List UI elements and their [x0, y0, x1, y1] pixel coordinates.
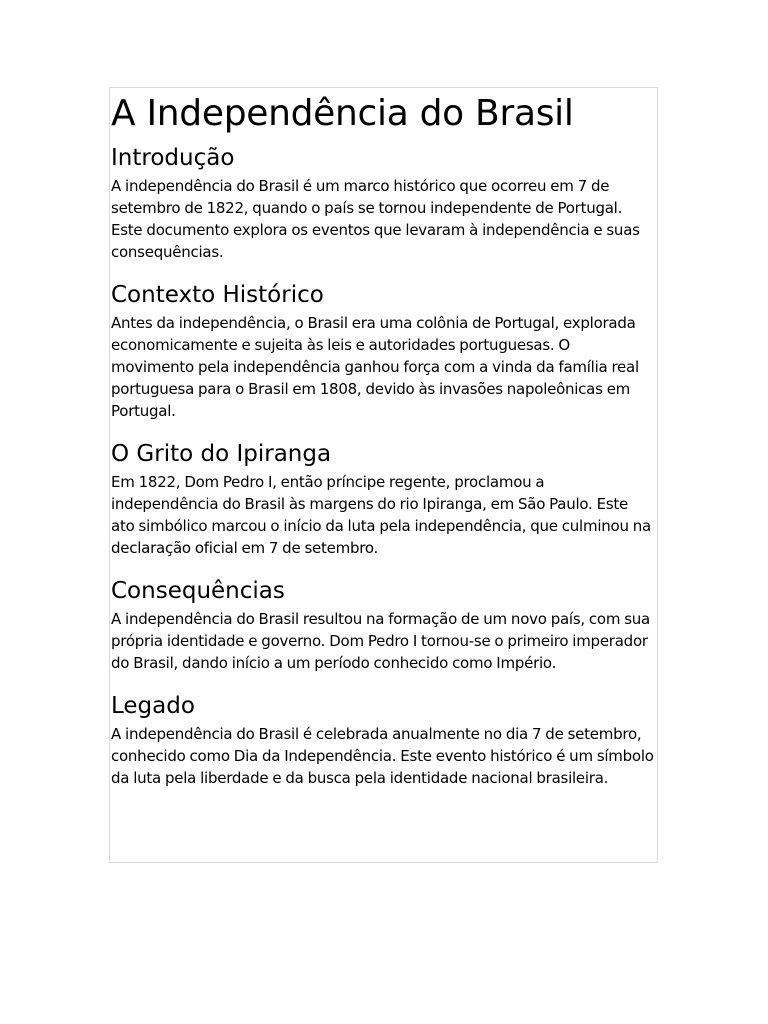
section-heading: Consequências	[111, 578, 285, 604]
document-title: A Independência do Brasil	[111, 93, 574, 134]
section-heading: O Grito do Ipiranga	[111, 441, 332, 467]
section-heading: Introdução	[111, 145, 235, 171]
section-grito-do-ipiranga	[111, 440, 657, 559]
section-body: Em 1822, Dom Pedro I, então príncipe regente, proclamou a independência do Brasil às margens do rio Ipiranga, em São Paulo. Este ato simbólico marcou o início da luta pela independência, que culminou na declaração oficial em 7 de setembro.	[111, 473, 651, 557]
section-body: Antes da independência, o Brasil era uma colônia de Portugal, explorada economicamente e sujeita às leis e autoridades portuguesas. O movimento pela independência ganhou força com a vinda da família real portuguesa para o Brasil em 1808, devido às invasões napoleônicas em Portugal.	[111, 314, 639, 420]
section-legado	[111, 692, 657, 789]
document-frame	[109, 87, 658, 863]
section-body: A independência do Brasil resultou na formação de um novo país, com sua própria identidade e governo. Dom Pedro I tornou-se o primeiro imperador do Brasil, dando início a um período conhecido como Império.	[111, 610, 650, 672]
section-heading: Contexto Histórico	[111, 282, 324, 308]
section-contexto-historico	[111, 281, 657, 422]
section-introducao	[111, 144, 657, 263]
document-content	[110, 88, 657, 789]
section-heading: Legado	[111, 693, 195, 719]
section-consequencias	[111, 577, 657, 674]
section-body: A independência do Brasil é um marco histórico que ocorreu em 7 de setembro de 1822, quando o país se tornou independente de Portugal. Este documento explora os eventos que levaram à independência e suas consequências.	[111, 177, 640, 261]
section-body: A independência do Brasil é celebrada anualmente no dia 7 de setembro, conhecido como Dia da Independência. Este evento histórico é um símbolo da luta pela liberdade e da busca pela identidade nacional brasileira.	[111, 725, 654, 787]
